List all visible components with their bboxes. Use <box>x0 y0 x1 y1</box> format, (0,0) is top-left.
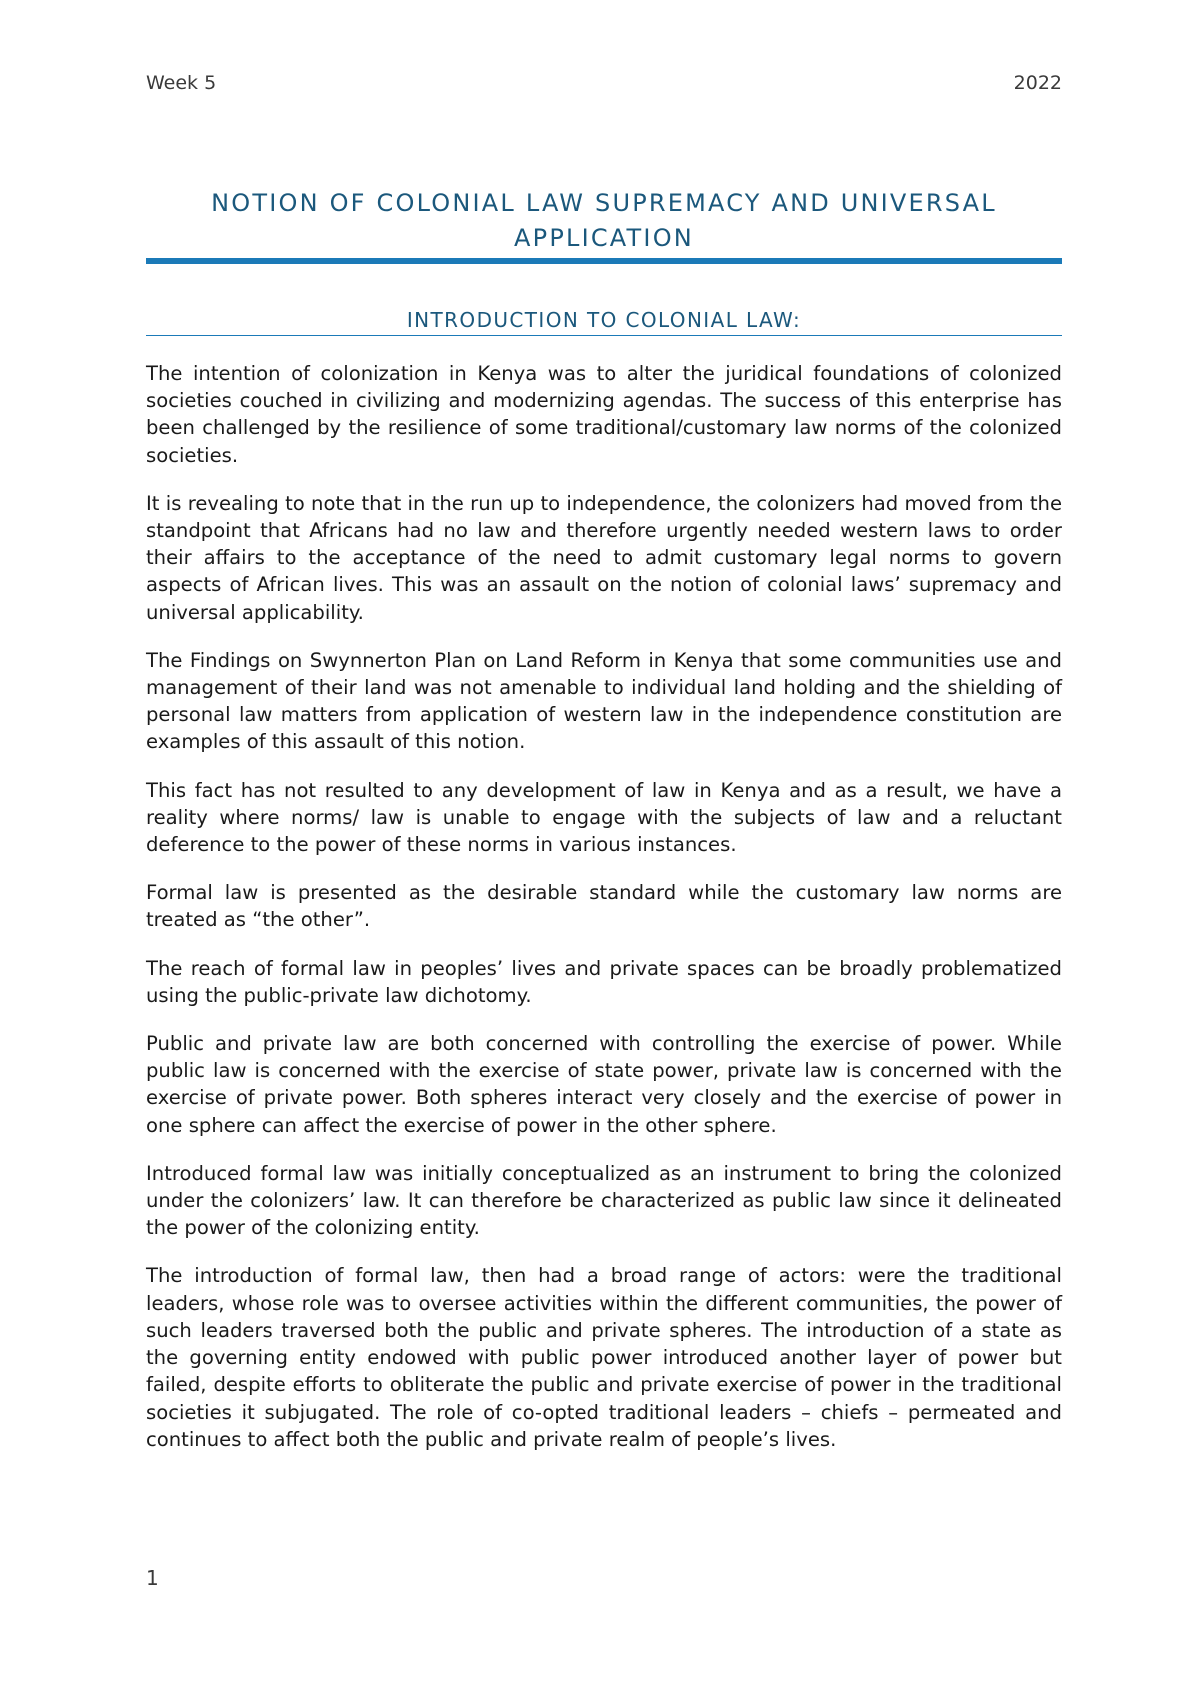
title-divider <box>146 258 1062 264</box>
body-paragraph: This fact has not resulted to any development of law in Kenya and as a result, we have a reality where norms/ law is unable to engage with the subjects of law and a reluctant deference to the power of these norms in various instances. <box>146 778 1062 857</box>
body-paragraph: The Findings on Swynnerton Plan on Land Reform in Kenya that some communities use and management of their land was not amenable to individual land holding and the shielding of personal law matters from application of western law in the independence constitution are examples of this assault of this notion. <box>146 648 1062 754</box>
body-paragraph: Introduced formal law was initially conceptualized as an instrument to bring the colonized under the colonizers’ law. It can therefore be characterized as public law since it delineated the power of the colonizing entity. <box>146 1161 1062 1240</box>
page-header <box>146 72 1062 96</box>
document-title: NOTION OF COLONIAL LAW SUPREMACY AND UNIVERSAL APPLICATION <box>211 189 997 252</box>
body-paragraph: The introduction of formal law, then had a broad range of actors: were the traditional leaders, whose role was to oversee activities within the different communities, the power of such leaders traversed both the public and private spheres. The introduction of a state as the governing entity endowed with public power introduced another layer of power but failed, despite efforts to obliterate the public and private exercise of power in the traditional societies it subjugated. The role of co-opted traditional leaders – chiefs – permeated and continues to affect both the public and private realm of people’s lives. <box>146 1264 1062 1451</box>
body-paragraph: Formal law is presented as the desirable standard while the customary law norms are treated as “the other”. <box>146 881 1062 932</box>
header-week-label: Week 5 <box>146 72 217 94</box>
body-paragraph: Public and private law are both concerned with controlling the exercise of power. While public law is concerned with the exercise of state power, private law is concerned with the exercise of private power. Both spheres interact very closely and the exercise of power in one sphere can affect the exercise of power in the other sphere. <box>146 1032 1062 1137</box>
page-number: 1 <box>146 1566 159 1590</box>
body-paragraph: The reach of formal law in peoples’ lives and private spaces can be broadly problematized using the public-private law dichotomy. <box>146 956 1062 1007</box>
section-heading: INTRODUCTION TO COLONIAL LAW: <box>406 308 802 332</box>
header-year-label: 2022 <box>1013 72 1062 94</box>
body-paragraph: It is revealing to note that in the run up to independence, the colonizers had moved from the standpoint that Africans had no law and therefore urgently needed western laws to order their affairs to the acceptance of the need to admit customary legal norms to govern aspects of African lives. This was an assault on the notion of colonial laws’ supremacy and universal applicability. <box>146 491 1062 624</box>
body-paragraph: The intention of colonization in Kenya was to alter the juridical foundations of colonized societies couched in civilizing and modernizing agendas. The success of this enterprise has been challenged by the resilience of some traditional/customary law norms of the colonized societies. <box>146 362 1062 467</box>
document-body <box>146 360 1062 1474</box>
section-heading-divider <box>146 335 1062 336</box>
